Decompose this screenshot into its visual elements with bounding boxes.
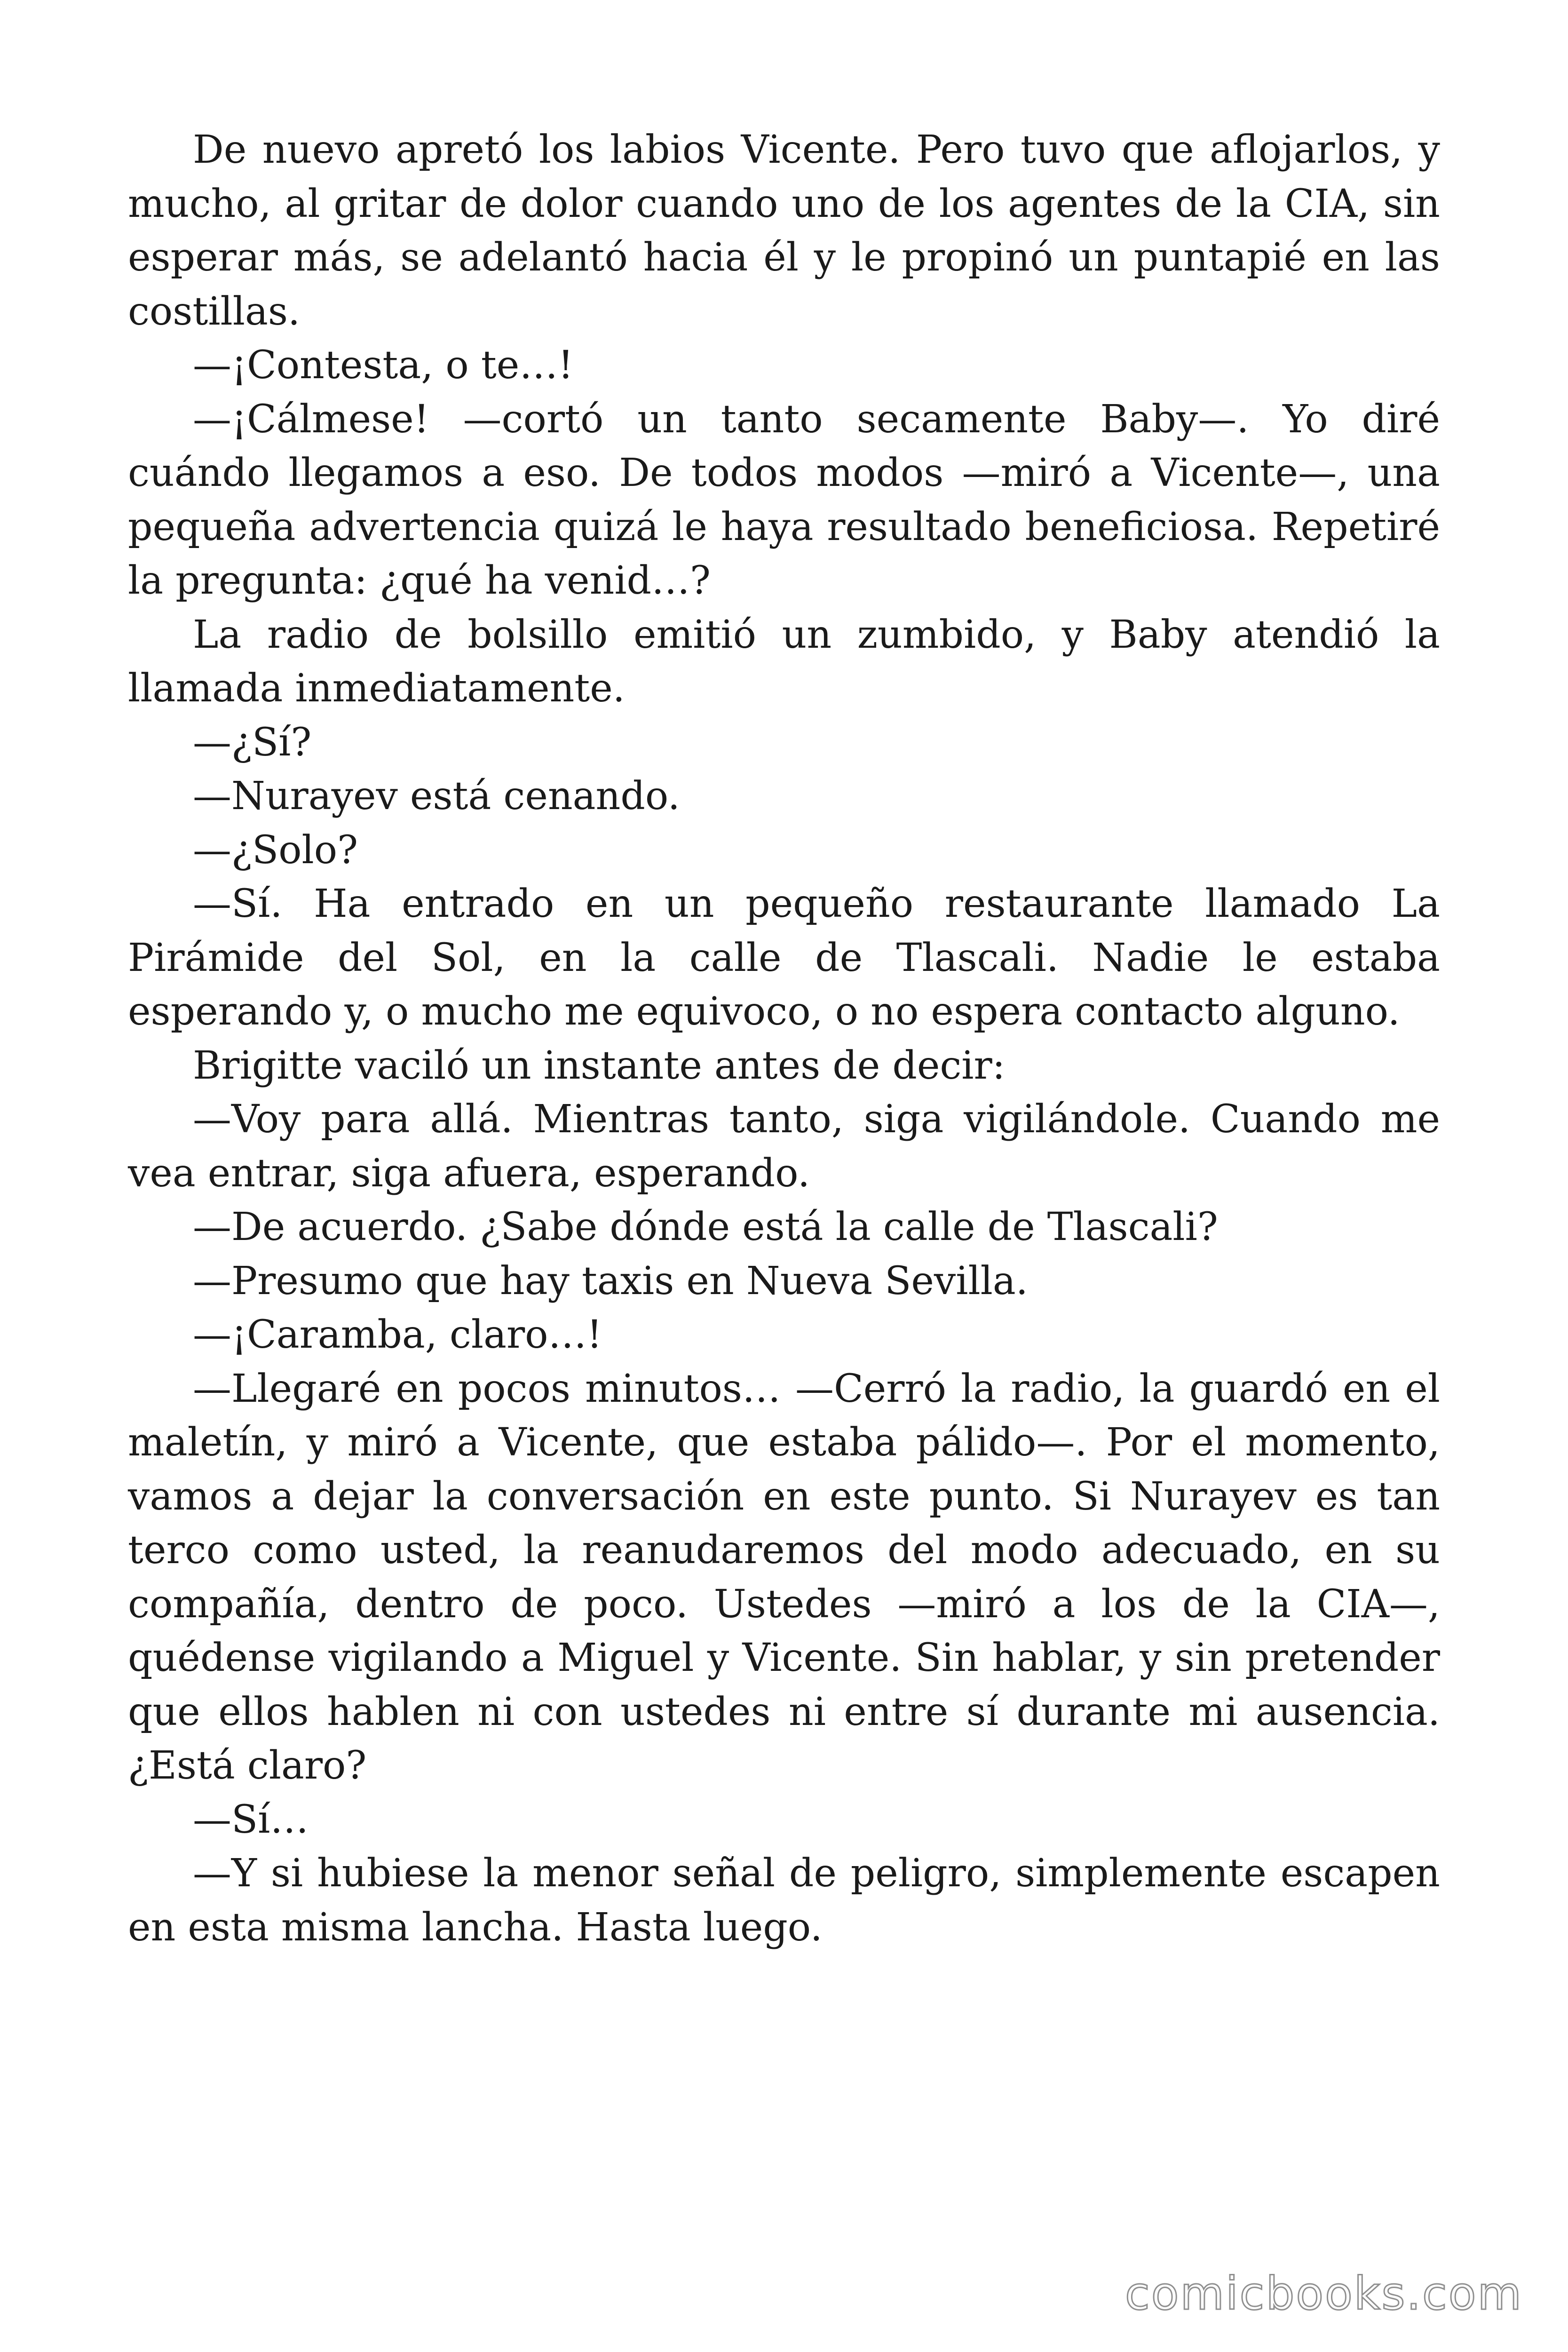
- paragraph: —Voy para allá. Mientras tanto, siga vigilándole. Cuando me vea entrar, siga afuera, esperando.: [128, 1097, 1440, 1196]
- watermark: comicbooks.com: [1125, 2267, 1523, 2320]
- paragraph: —Nurayev está cenando.: [193, 774, 680, 818]
- paragraph: —¿Sí?: [193, 720, 312, 765]
- paragraph: —¡Caramba, claro…!: [193, 1312, 602, 1357]
- paragraph: Brigitte vaciló un instante antes de decir:: [193, 1043, 1006, 1088]
- paragraph: —¡Cálmese! —cortó un tanto secamente Baby—. Yo diré cuándo llegamos a eso. De todos modos —miró a Vicente—, una pequeña advertencia quizá le haya resultado beneficiosa. Repetiré la pregunta: ¿qué ha venid…?: [128, 397, 1440, 603]
- paragraph: La radio de bolsillo emitió un zumbido, y Baby atendió la llamada inmediatamente.: [128, 612, 1440, 711]
- paragraph: —¿Solo?: [193, 827, 358, 873]
- paragraph: —Y si hubiese la menor señal de peligro, simplemente escapen en esta misma lancha. Hasta luego.: [128, 1851, 1440, 1950]
- paragraph: —De acuerdo. ¿Sabe dónde está la calle de Tlascali?: [193, 1205, 1218, 1249]
- paragraph: —Sí. Ha entrado en un pequeño restaurante llamado La Pirámide del Sol, en la calle de Tlascali. Nadie le estaba esperando y, o mucho me equivoco, o no espera contacto alguno.: [128, 882, 1440, 1034]
- paragraph: —Sí…: [193, 1797, 309, 1842]
- paragraph: —Llegaré en pocos minutos… —Cerró la radio, la guardó en el maletín, y miró a Vicente, que estaba pálido—. Por el momento, vamos a dejar la conversación en este punto. Si Nurayev es tan terco como usted, la reanudaremos del modo adecuado, en su compañía, dentro de poco. Ustedes —miró a los de la CIA—, quédense vigilando a Miguel y Vicente. Sin hablar, y sin pretender que ellos hablen ni con ustedes ni entre sí durante mi ausencia. ¿Está claro?: [128, 1366, 1440, 1788]
- paragraph: De nuevo apretó los labios Vicente. Pero tuvo que aflojarlos, y mucho, al gritar de dolor cuando uno de los agentes de la CIA, sin esperar más, se adelantó hacia él y le propinó un puntapié en las costillas.: [128, 127, 1440, 334]
- paragraph: —Presumo que hay taxis en Nueva Sevilla.: [193, 1258, 1028, 1303]
- paragraph: —¡Contesta, o te…!: [193, 343, 574, 388]
- body-text: [128, 123, 1440, 1955]
